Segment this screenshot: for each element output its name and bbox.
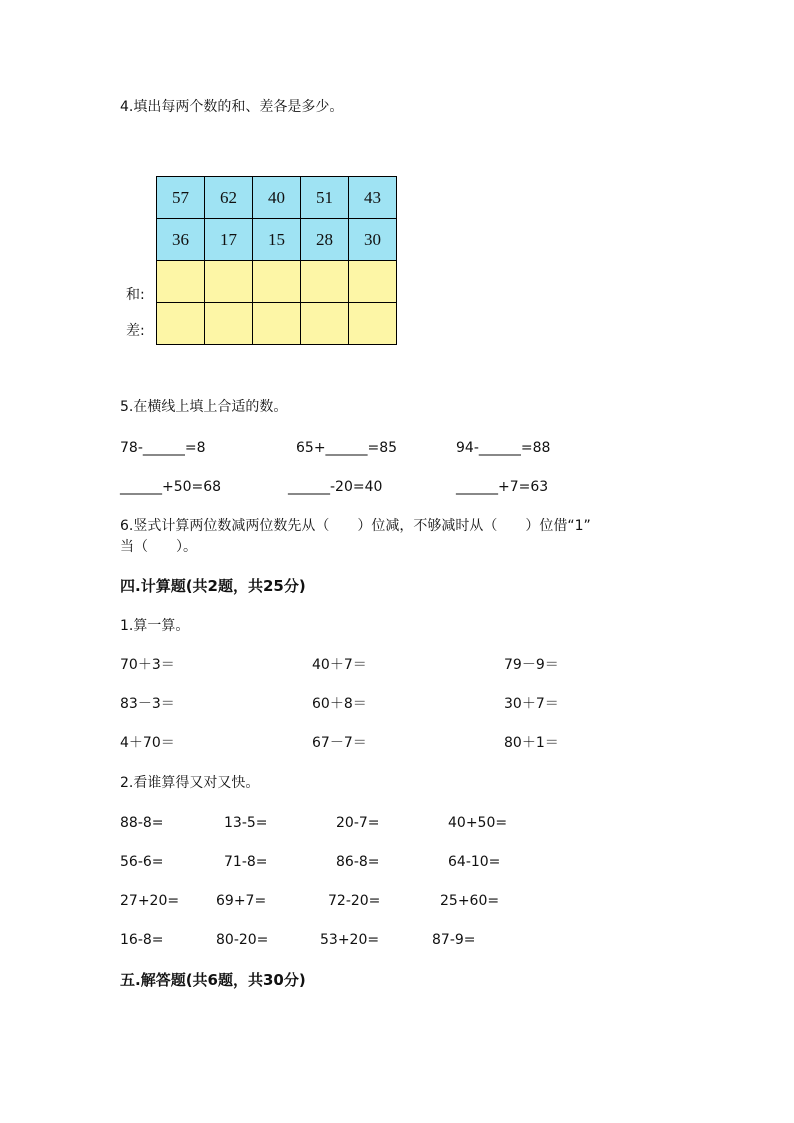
number-cell: 57 xyxy=(157,177,205,219)
difference-answer-cell[interactable] xyxy=(349,303,397,345)
table-row-sum xyxy=(157,261,397,303)
calc-item: 56-6= xyxy=(120,854,164,870)
sum-answer-cell[interactable] xyxy=(253,261,301,303)
sum-difference-table xyxy=(156,176,397,345)
calc-item: 72-20= xyxy=(328,893,381,909)
calc-item: 4＋70＝ xyxy=(120,735,175,751)
q6-text-line1: 6.竖式计算两位数减两位数先从（ ）位减，不够减时从（ ）位借“1” xyxy=(120,518,591,534)
sum-answer-cell[interactable] xyxy=(157,261,205,303)
difference-answer-cell[interactable] xyxy=(253,303,301,345)
calc-item: 20-7= xyxy=(336,815,380,831)
section4-title: 四.计算题(共2题，共25分) xyxy=(120,577,306,595)
calc-item: 88-8= xyxy=(120,815,164,831)
number-cell: 36 xyxy=(157,219,205,261)
calc-item: 80＋1＝ xyxy=(504,735,559,751)
fill-blank-item: 94-______=88 xyxy=(456,440,551,456)
sum-row-label: 和: xyxy=(126,287,145,303)
number-cell: 28 xyxy=(301,219,349,261)
difference-answer-cell[interactable] xyxy=(301,303,349,345)
calc-item: 13-5= xyxy=(224,815,268,831)
table-row-difference xyxy=(157,303,397,345)
sum-answer-cell[interactable] xyxy=(301,261,349,303)
calc-item: 86-8= xyxy=(336,854,380,870)
fill-blank-item: 65+______=85 xyxy=(296,440,398,456)
section5-title: 五.解答题(共6题，共30分) xyxy=(120,971,306,989)
calc-item: 27+20= xyxy=(120,893,180,909)
calc-item: 69+7= xyxy=(216,893,267,909)
calc-item: 25+60= xyxy=(440,893,500,909)
fill-blank-item: ______+50=68 xyxy=(120,479,222,495)
calc-item: 87-9= xyxy=(432,932,476,948)
calc-item: 40+50= xyxy=(448,815,508,831)
calc-item: 79－9＝ xyxy=(504,657,559,673)
calc-item: 30＋7＝ xyxy=(504,696,559,712)
calc-item: 83－3＝ xyxy=(120,696,175,712)
number-cell: 62 xyxy=(205,177,253,219)
calc-item: 60＋8＝ xyxy=(312,696,367,712)
calc-item: 70＋3＝ xyxy=(120,657,175,673)
table-row xyxy=(157,219,397,261)
calc-item: 71-8= xyxy=(224,854,268,870)
q5-title: 5.在横线上填上合适的数。 xyxy=(120,399,288,415)
difference-answer-cell[interactable] xyxy=(205,303,253,345)
number-cell: 15 xyxy=(253,219,301,261)
difference-row-label: 差: xyxy=(126,323,145,339)
calc-item: 40＋7＝ xyxy=(312,657,367,673)
difference-answer-cell[interactable] xyxy=(157,303,205,345)
table-row xyxy=(157,177,397,219)
q6-text-line2: 当（ ）。 xyxy=(120,539,197,555)
number-cell: 40 xyxy=(253,177,301,219)
q4-title: 4.填出每两个数的和、差各是多少。 xyxy=(120,99,344,115)
sum-answer-cell[interactable] xyxy=(205,261,253,303)
calc-item: 16-8= xyxy=(120,932,164,948)
sum-answer-cell[interactable] xyxy=(349,261,397,303)
section4-p2-title: 2.看谁算得又对又快。 xyxy=(120,775,260,791)
calc-item: 64-10= xyxy=(448,854,501,870)
fill-blank-item: 78-______=8 xyxy=(120,440,206,456)
section4-p1-title: 1.算一算。 xyxy=(120,618,190,634)
number-cell: 51 xyxy=(301,177,349,219)
calc-item: 67－7＝ xyxy=(312,735,367,751)
number-cell: 17 xyxy=(205,219,253,261)
calc-item: 80-20= xyxy=(216,932,269,948)
calc-item: 53+20= xyxy=(320,932,380,948)
fill-blank-item: ______-20=40 xyxy=(288,479,383,495)
number-cell: 43 xyxy=(349,177,397,219)
fill-blank-item: ______+7=63 xyxy=(456,479,549,495)
number-cell: 30 xyxy=(349,219,397,261)
